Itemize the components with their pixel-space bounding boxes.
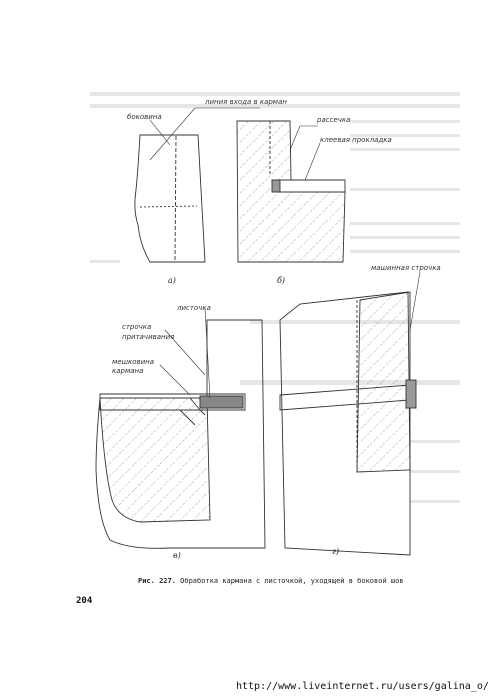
label-machine-stitch: машинная строчка [371, 264, 441, 272]
label-welt: листочка [177, 304, 211, 312]
panel-c [96, 308, 265, 548]
sublabel-c: в) [173, 551, 181, 560]
panel-d [280, 272, 420, 555]
label-side-piece: боковина [127, 113, 162, 121]
label-pocket-bag-2: кармана [112, 367, 144, 375]
sublabel-b: б) [277, 276, 286, 285]
sublabel-d: г) [332, 547, 340, 556]
label-stitch-line-2: притачивания [122, 333, 175, 341]
label-pocket-bag: мешковина [112, 358, 155, 366]
sublabel-a: а) [168, 276, 176, 285]
figure-caption [138, 577, 458, 585]
label-adhesive-strip: клеевая прокладка [320, 136, 392, 144]
caption-number: Рис. 227. [138, 577, 176, 585]
page-number: 204 [76, 596, 93, 606]
label-cut: рассечка [317, 116, 351, 124]
label-pocket-entry-line: линия входа в карман [205, 98, 287, 106]
label-stitch-line: строчка [122, 323, 152, 331]
watermark-url: http://www.liveinternet.ru/users/galina_o/ [236, 681, 489, 692]
caption-text: Обработка кармана с листочкой, уходящей в боковой шов [180, 577, 404, 585]
